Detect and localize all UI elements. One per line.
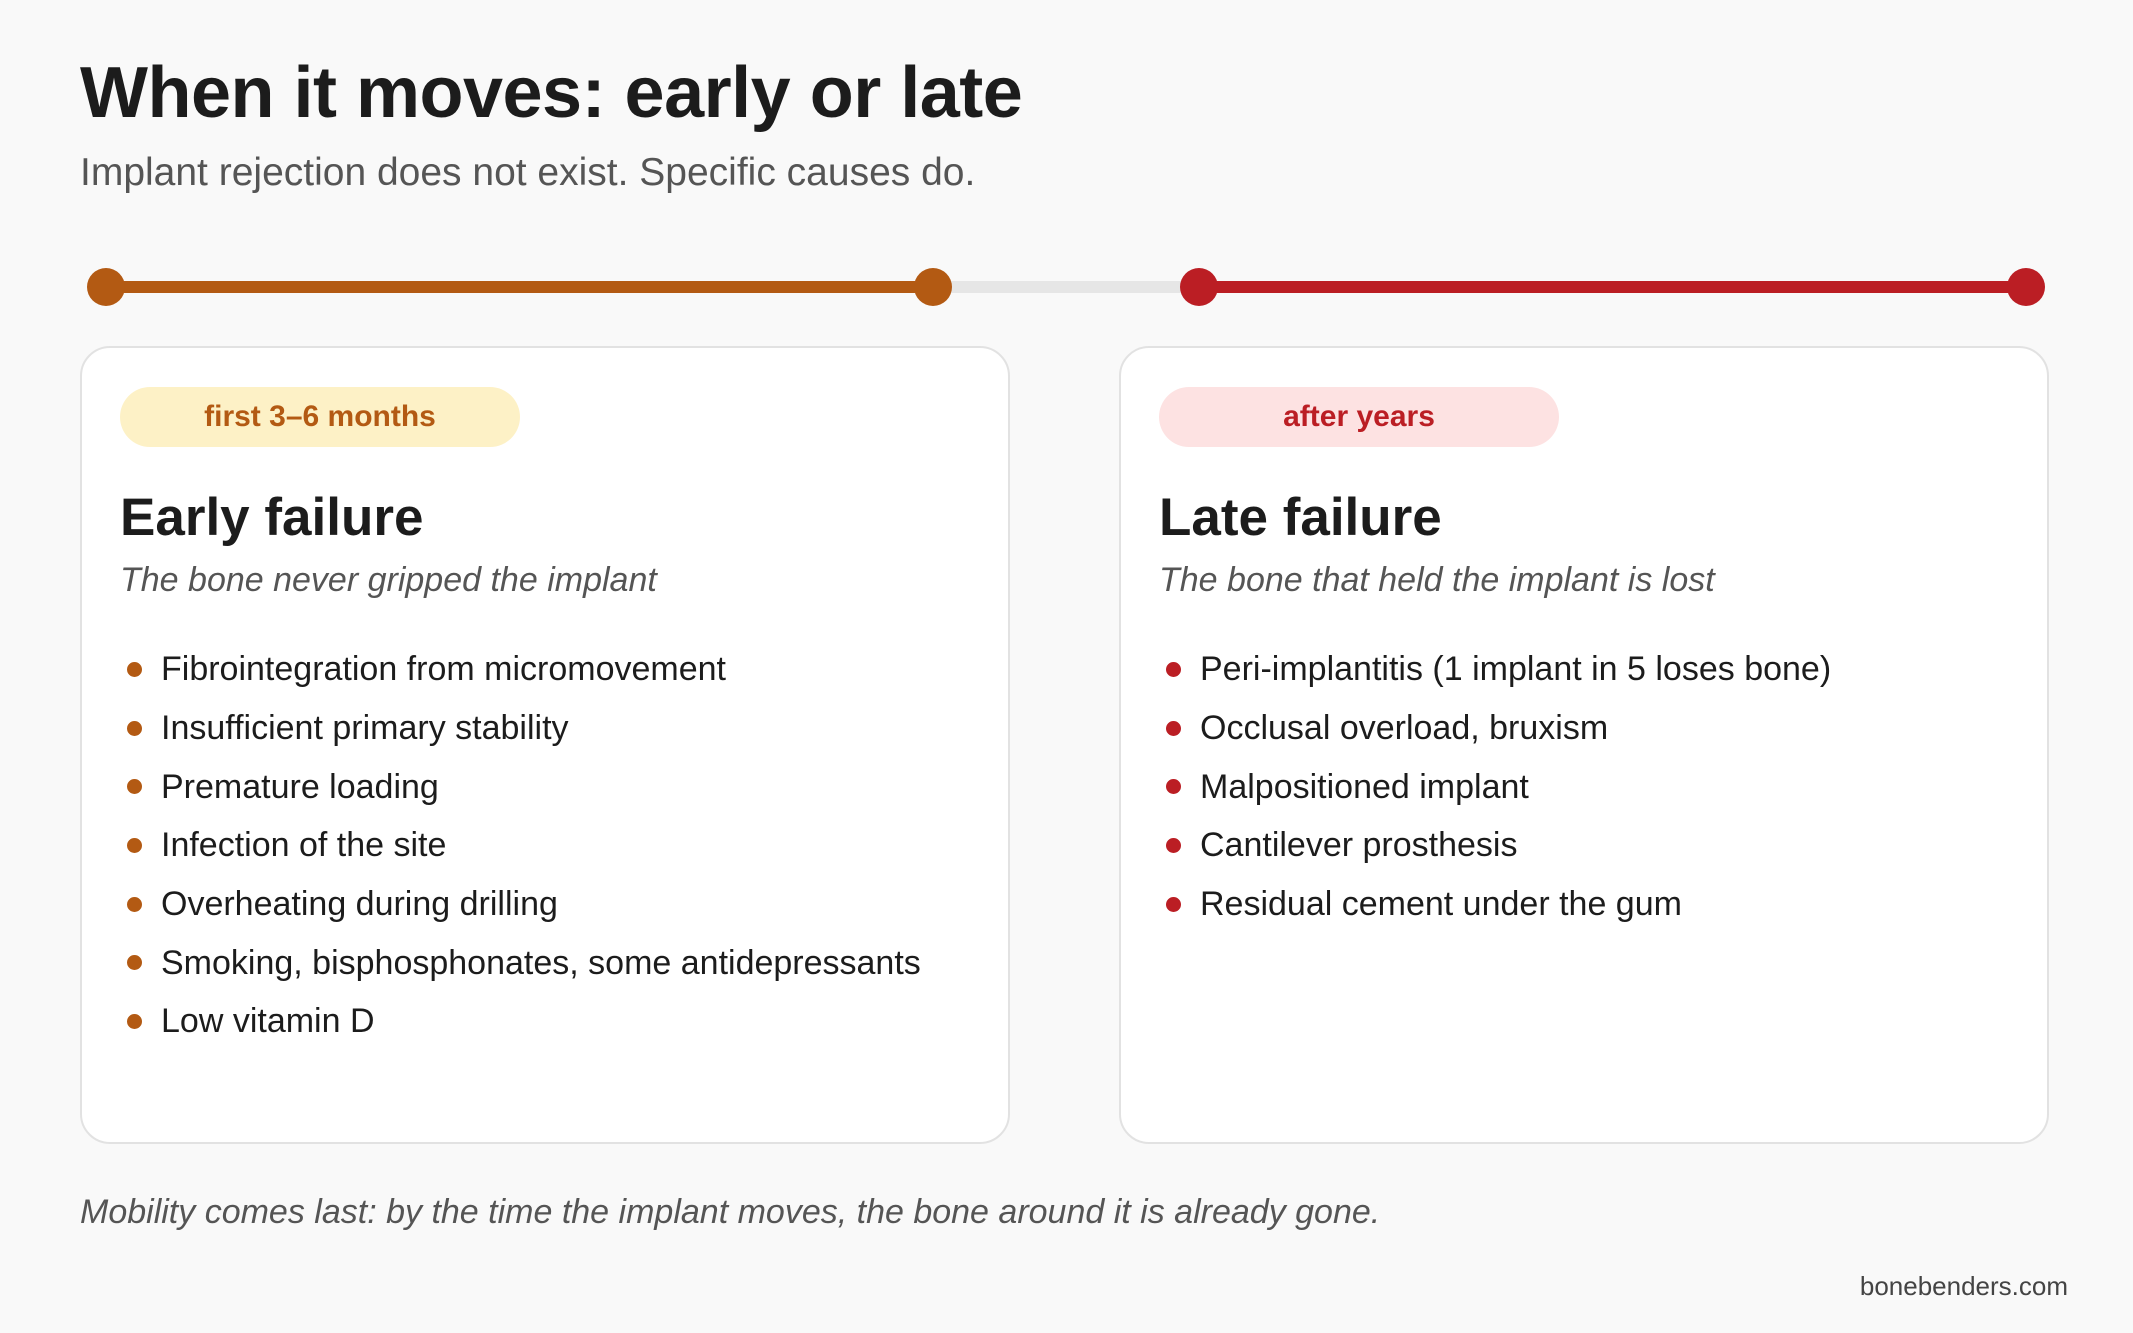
list-item xyxy=(1159,816,1831,875)
bullet-dot-icon xyxy=(127,897,142,912)
late-causes-list xyxy=(1159,640,1831,933)
list-item-text: Low vitamin D xyxy=(161,1002,375,1041)
timeline-late-end-dot xyxy=(2007,268,2045,306)
list-item-text: Infection of the site xyxy=(161,826,447,865)
bullet-dot-icon xyxy=(127,662,142,677)
timeline-early-end-dot xyxy=(914,268,952,306)
early-period-badge: first 3–6 months xyxy=(120,387,520,447)
bullet-dot-icon xyxy=(1166,897,1181,912)
list-item-text: Insufficient primary stability xyxy=(161,709,569,748)
bullet-dot-icon xyxy=(127,721,142,736)
bullet-dot-icon xyxy=(1166,721,1181,736)
list-item-text: Malpositioned implant xyxy=(1200,767,1529,806)
list-item xyxy=(1159,875,1831,934)
late-period-badge: after years xyxy=(1159,387,1559,447)
timeline-early-start-dot xyxy=(87,268,125,306)
list-item-text: Occlusal overload, bruxism xyxy=(1200,709,1609,748)
timeline-late-segment xyxy=(1199,281,2026,293)
timeline-early-segment xyxy=(106,281,933,293)
source-credit: bonebenders.com xyxy=(1859,1271,2068,1301)
list-item xyxy=(120,992,921,1051)
timeline-track xyxy=(106,281,2026,293)
late-failure-card xyxy=(1119,346,2049,1144)
footnote: Mobility comes last: by the time the implant moves, the bone around it is already gone. xyxy=(80,1193,1381,1231)
list-item xyxy=(120,875,921,934)
list-item xyxy=(120,933,921,992)
page-subtitle: Implant rejection does not exist. Specific causes do. xyxy=(80,151,976,194)
early-failure-description: The bone never gripped the implant xyxy=(120,561,657,599)
list-item xyxy=(1159,757,1831,816)
bullet-dot-icon xyxy=(1166,662,1181,677)
list-item-text: Cantilever prosthesis xyxy=(1200,826,1518,865)
list-item-text: Smoking, bisphosphonates, some antidepressants xyxy=(161,943,921,982)
list-item-text: Overheating during drilling xyxy=(161,885,558,924)
bullet-dot-icon xyxy=(127,838,142,853)
list-item xyxy=(120,640,921,699)
list-item xyxy=(1159,640,1831,699)
early-failure-title: Early failure xyxy=(120,488,424,547)
page-title: When it moves: early or late xyxy=(80,53,1023,133)
list-item xyxy=(120,816,921,875)
late-failure-title: Late failure xyxy=(1159,488,1442,547)
late-failure-description: The bone that held the implant is lost xyxy=(1159,561,1715,599)
timeline-late-start-dot xyxy=(1180,268,1218,306)
bullet-dot-icon xyxy=(1166,779,1181,794)
list-item-text: Premature loading xyxy=(161,767,439,806)
list-item xyxy=(120,699,921,758)
list-item-text: Fibrointegration from micromovement xyxy=(161,650,726,689)
list-item xyxy=(1159,699,1831,758)
list-item-text: Peri-implantitis (1 implant in 5 loses bone) xyxy=(1200,650,1832,689)
list-item-text: Residual cement under the gum xyxy=(1200,885,1682,924)
bullet-dot-icon xyxy=(127,779,142,794)
bullet-dot-icon xyxy=(1166,838,1181,853)
list-item xyxy=(120,757,921,816)
early-causes-list xyxy=(120,640,921,1051)
bullet-dot-icon xyxy=(127,1014,142,1029)
early-failure-card xyxy=(80,346,1010,1144)
bullet-dot-icon xyxy=(127,955,142,970)
